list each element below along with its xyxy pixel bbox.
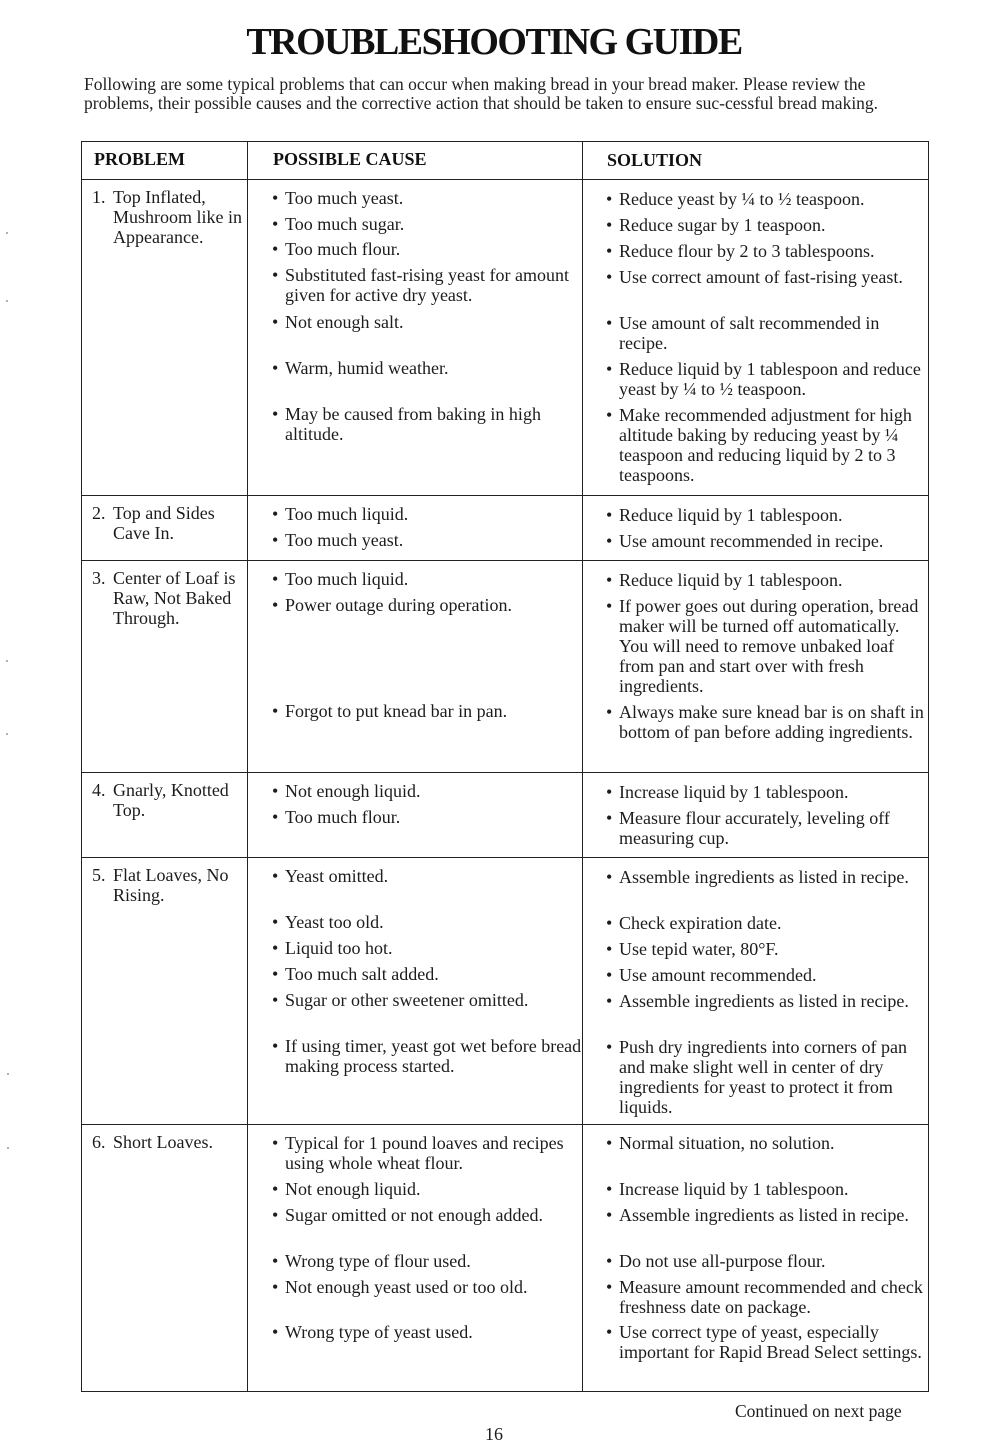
problem-number: 1. xyxy=(92,187,106,207)
table-row xyxy=(82,1125,928,1393)
header-cause: POSSIBLE CAUSE xyxy=(273,149,427,169)
solution-item: • Increase liquid by 1 tablespoon. xyxy=(606,1179,849,1199)
table-row xyxy=(82,773,928,858)
solution-item: • Use correct amount of fast-rising yeast. xyxy=(606,267,903,287)
cause-item: • Too much yeast. xyxy=(272,188,404,208)
cause-item: • If using timer, yeast got wet before bread making process started. xyxy=(272,1036,582,1076)
cause-item: • Power outage during operation. xyxy=(272,595,512,615)
problem-number: 4. xyxy=(92,780,106,800)
solution-item: • Push dry ingredients into corners of pan and make slight well in center of dry ingredients for yeast to protect it from liquids. xyxy=(606,1037,907,1117)
problem-text: Center of Loaf is Raw, Not Baked Through. xyxy=(113,568,236,628)
solution-item: • Use amount recommended. xyxy=(606,965,817,985)
table-row xyxy=(82,496,928,561)
cause-item: • Forgot to put knead bar in pan. xyxy=(272,701,508,721)
scan-speck xyxy=(6,300,8,302)
problem-cell xyxy=(92,503,248,543)
solution-item: • Always make sure knead bar is on shaft in bottom of pan before adding ingredients. xyxy=(606,702,924,742)
problem-cell xyxy=(92,780,248,820)
page-title: TROUBLESHOOTING GUIDE xyxy=(246,21,742,63)
cause-item: • Not enough liquid. xyxy=(272,1179,421,1199)
solution-item: • Reduce yeast by ¼ to ½ teaspoon. xyxy=(606,189,865,209)
cause-item: • Too much liquid. xyxy=(272,504,409,524)
table-row xyxy=(82,180,928,496)
scan-speck xyxy=(7,1073,9,1075)
continued-note: Continued on next page xyxy=(735,1401,902,1421)
cause-item: • Too much liquid. xyxy=(272,569,409,589)
cause-item: • Yeast omitted. xyxy=(272,866,389,886)
scan-speck xyxy=(7,1147,9,1149)
solution-item: • Measure amount recommended and check freshness date on package. xyxy=(606,1277,923,1317)
solution-item: • Check expiration date. xyxy=(606,913,782,933)
header-problem: PROBLEM xyxy=(94,149,186,169)
solution-item: • Make recommended adjustment for high altitude baking by reducing yeast by ¼ teaspoon and reducing liquid by 2 to 3 teaspoons. xyxy=(606,405,912,485)
intro-paragraph: Following are some typical problems that can occur when making bread in your bread maker. Please review the problems, their possible causes and the corrective action that should be taken to ensure suc-cessful bread making. xyxy=(84,74,879,113)
cause-item: • Sugar omitted or not enough added. xyxy=(272,1205,543,1225)
table-row xyxy=(82,858,928,1125)
problem-cell xyxy=(92,568,248,628)
problem-text: Short Loaves. xyxy=(113,1132,213,1152)
solution-item: • Assemble ingredients as listed in recipe. xyxy=(606,1205,909,1225)
table-row xyxy=(82,561,928,773)
problem-text: Top Inflated, Mushroom like in Appearance. xyxy=(113,187,242,247)
solution-item: • Normal situation, no solution. xyxy=(606,1133,835,1153)
problem-cell xyxy=(92,187,248,247)
header-solution: SOLUTION xyxy=(607,150,703,170)
cause-item: • Yeast too old. xyxy=(272,912,384,932)
solution-item: • Increase liquid by 1 tablespoon. xyxy=(606,782,849,802)
problem-cell xyxy=(92,865,248,905)
solution-item: • Do not use all-purpose flour. xyxy=(606,1251,826,1271)
cause-item: • Warm, humid weather. xyxy=(272,358,449,378)
solution-item: • Reduce liquid by 1 tablespoon. xyxy=(606,505,843,525)
cause-item: • Typical for 1 pound loaves and recipes using whole wheat flour. xyxy=(272,1133,564,1173)
cause-item: • Not enough liquid. xyxy=(272,781,421,801)
cause-item: • Too much flour. xyxy=(272,807,401,827)
problem-text: Top and Sides Cave In. xyxy=(113,503,215,543)
cause-item: • Substituted fast-rising yeast for amount given for active dry yeast. xyxy=(272,265,569,305)
solution-item: • Reduce liquid by 1 tablespoon. xyxy=(606,570,843,590)
solution-item: • Assemble ingredients as listed in recipe. xyxy=(606,867,909,887)
cause-item: • Not enough salt. xyxy=(272,312,404,332)
solution-item: • Use tepid water, 80°F. xyxy=(606,939,779,959)
cause-item: • May be caused from baking in high altitude. xyxy=(272,404,541,444)
solution-item: • Reduce liquid by 1 tablespoon and reduce yeast by ¼ to ½ teaspoon. xyxy=(606,359,921,399)
scan-speck xyxy=(6,660,8,662)
cause-item: • Liquid too hot. xyxy=(272,938,393,958)
cause-item: • Wrong type of flour used. xyxy=(272,1251,471,1271)
problem-number: 3. xyxy=(92,568,106,588)
problem-text: Gnarly, Knotted Top. xyxy=(113,780,229,820)
solution-item: • Use correct type of yeast, especially important for Rapid Bread Select settings. xyxy=(606,1322,922,1362)
cause-item: • Sugar or other sweetener omitted. xyxy=(272,990,529,1010)
cause-item: • Too much salt added. xyxy=(272,964,439,984)
problem-number: 2. xyxy=(92,503,106,523)
cause-item: • Too much flour. xyxy=(272,239,401,259)
problem-cell xyxy=(92,1132,248,1152)
cause-item: • Wrong type of yeast used. xyxy=(272,1322,473,1342)
solution-item: • Use amount recommended in recipe. xyxy=(606,531,884,551)
solution-item: • If power goes out during operation, bread maker will be turned off automatically. You will need to remove unbaked loaf from pan and start over with fresh ingredients. xyxy=(606,596,919,696)
problem-number: 5. xyxy=(92,865,106,885)
solution-item: • Use amount of salt recommended in recipe. xyxy=(606,313,880,353)
problem-text: Flat Loaves, No Rising. xyxy=(113,865,229,905)
solution-item: • Measure flour accurately, leveling off measuring cup. xyxy=(606,808,890,848)
solution-item: • Reduce flour by 2 to 3 tablespoons. xyxy=(606,241,875,261)
scan-speck xyxy=(6,232,8,234)
cause-item: • Too much sugar. xyxy=(272,214,405,234)
cause-item: • Not enough yeast used or too old. xyxy=(272,1277,528,1297)
troubleshooting-table xyxy=(81,141,929,1392)
page-number: 16 xyxy=(485,1424,503,1444)
table-header xyxy=(82,142,928,180)
cause-item: • Too much yeast. xyxy=(272,530,404,550)
solution-item: • Assemble ingredients as listed in recipe. xyxy=(606,991,909,1011)
solution-item: • Reduce sugar by 1 teaspoon. xyxy=(606,215,826,235)
scan-speck xyxy=(6,733,8,735)
problem-number: 6. xyxy=(92,1132,106,1152)
